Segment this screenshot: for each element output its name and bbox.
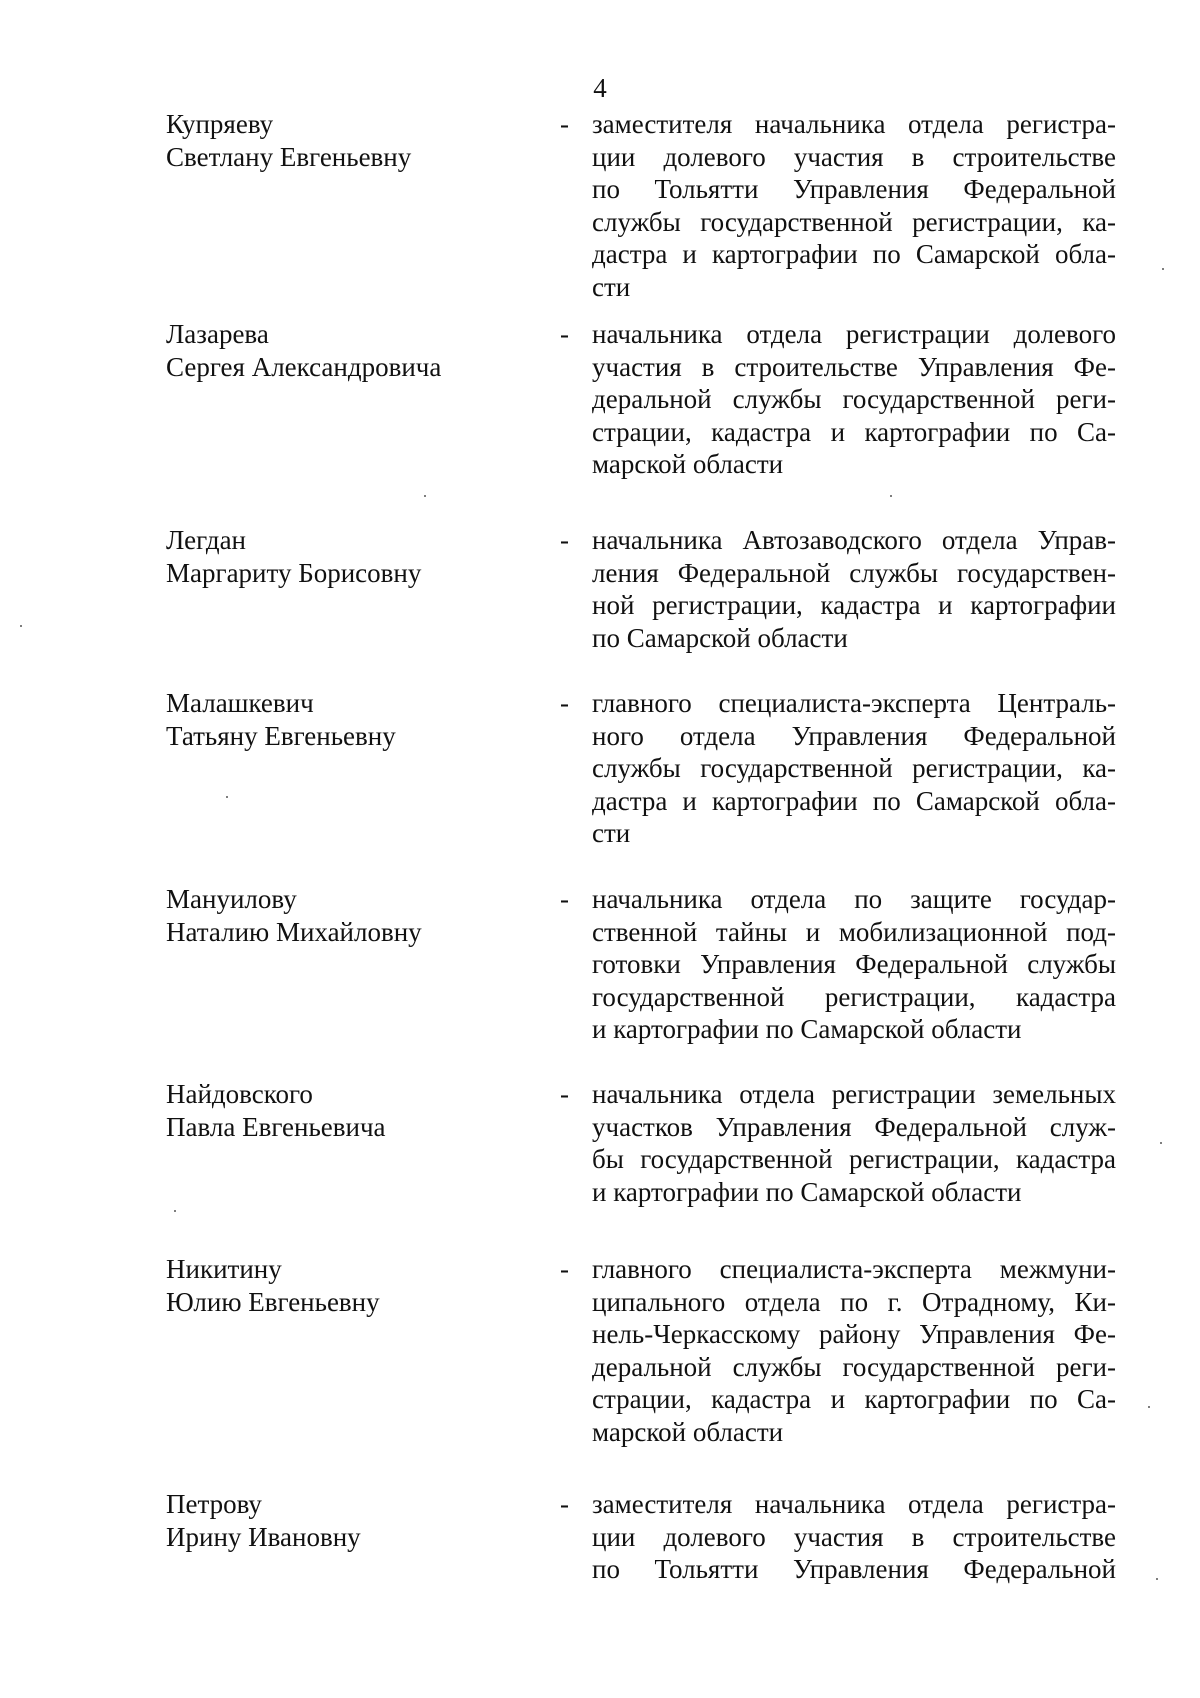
position-line: деральной службы государственной реги- [592,384,1116,414]
surname: Найдовского [166,1079,313,1109]
position-line: деральной службы государственной реги- [592,1351,1116,1382]
surname: Легдан [166,525,247,555]
position-line: начальника Автозаводского отдела Управ- [592,525,1116,555]
position-line: службы государственной регистрации, ка- [592,753,1116,783]
given-names: Светлану Евгеньевну [166,141,412,172]
scan-speck [1160,1142,1162,1144]
scan-speck [1148,1406,1150,1408]
position-line: участия в строительстве Управления Фе- [592,351,1116,382]
surname: Купряеву [166,109,274,139]
position-line: службы государственной регистрации, ка- [592,206,1116,237]
position-line: ципального отдела по г. Отрадному, Ки- [592,1286,1116,1317]
position-line: заместителя начальника отдела регистра- [592,1489,1116,1519]
person-name [166,687,526,752]
position-description [592,1253,1116,1448]
scan-speck [890,495,892,497]
position-line: заместителя начальника отдела регистра- [592,109,1116,139]
position-line: готовки Управления Федеральной службы [592,949,1116,979]
given-names: Ирину Ивановну [166,1521,361,1552]
surname: Петрову [166,1489,262,1519]
given-names: Юлию Евгеньевну [166,1286,380,1317]
position-line: марской области [592,449,784,479]
position-line: дастра и картографии по Самарской обла- [592,239,1116,269]
position-line: страции, кадастра и картографии по Са- [592,416,1116,447]
person-name [166,318,526,383]
scan-speck [1162,268,1164,270]
dash-separator: - [560,109,569,139]
position-description [592,883,1116,1046]
given-names: Сергея Александровича [166,351,442,382]
dash-separator: - [560,525,569,555]
dash-separator: - [560,1254,569,1284]
position-description [592,524,1116,654]
position-line: и картографии по Самарской области [592,1014,1022,1044]
scan-speck [424,495,426,497]
dash-separator: - [560,688,569,718]
scan-speck [20,625,22,627]
position-line: ции долевого участия в строительстве [592,141,1116,172]
position-line: ления Федеральной службы государствен- [592,557,1116,588]
given-names: Наталию Михайловну [166,916,422,947]
position-line: главного специалиста-эксперта Централь- [592,688,1116,718]
position-line: дастра и картографии по Самарской обла- [592,785,1116,816]
position-line: начальника отдела регистрации долевого [592,319,1116,349]
person-name [166,524,526,589]
position-line: ного отдела Управления Федеральной [592,720,1116,751]
given-names: Татьяну Евгеньевну [166,720,396,751]
person-name [166,108,526,173]
position-line: участков Управления Федеральной служ- [592,1111,1116,1142]
position-line: ной регистрации, кадастра и картографии [592,590,1116,620]
surname: Мануилову [166,884,297,914]
position-line: главного специалиста-эксперта межмуни- [592,1254,1116,1284]
position-line: сти [592,271,631,302]
person-name [166,1253,526,1318]
position-line: марской области [592,1416,784,1447]
position-line: начальника отдела по защите государ- [592,884,1116,914]
given-names: Маргариту Борисовну [166,557,422,588]
position-line: ции долевого участия в строительстве [592,1521,1116,1552]
position-line: и картографии по Самарской области [592,1176,1022,1207]
scan-speck [174,1210,176,1212]
person-name [166,883,526,948]
dash-separator: - [560,319,569,349]
surname: Малашкевич [166,688,314,718]
person-name [166,1078,526,1143]
position-description [592,687,1116,850]
position-description [592,1488,1116,1586]
given-names: Павла Евгеньевича [166,1111,386,1142]
position-line: сти [592,818,631,848]
position-description [592,108,1116,303]
position-line: по Тольятти Управления Федеральной [592,174,1116,204]
position-line: по Самарской области [592,622,848,653]
position-description [592,318,1116,481]
position-line: по Тольятти Управления Федеральной [592,1554,1116,1584]
position-line: начальника отдела регистрации земельных [592,1079,1116,1109]
page-number: 4 [593,73,607,103]
position-description [592,1078,1116,1208]
dash-separator: - [560,1489,569,1519]
position-line: государственной регистрации, кадастра [592,981,1116,1012]
person-name [166,1488,526,1553]
position-line: нель-Черкасскому району Управления Фе- [592,1319,1116,1349]
scan-speck [226,796,228,798]
position-line: страции, кадастра и картографии по Са- [592,1384,1116,1414]
position-line: бы государственной регистрации, кадастра [592,1144,1116,1174]
dash-separator: - [560,884,569,914]
scan-speck [1156,1578,1158,1580]
surname: Лазарева [166,319,269,349]
position-line: ственной тайны и мобилизационной под- [592,916,1116,947]
dash-separator: - [560,1079,569,1109]
surname: Никитину [166,1254,282,1284]
